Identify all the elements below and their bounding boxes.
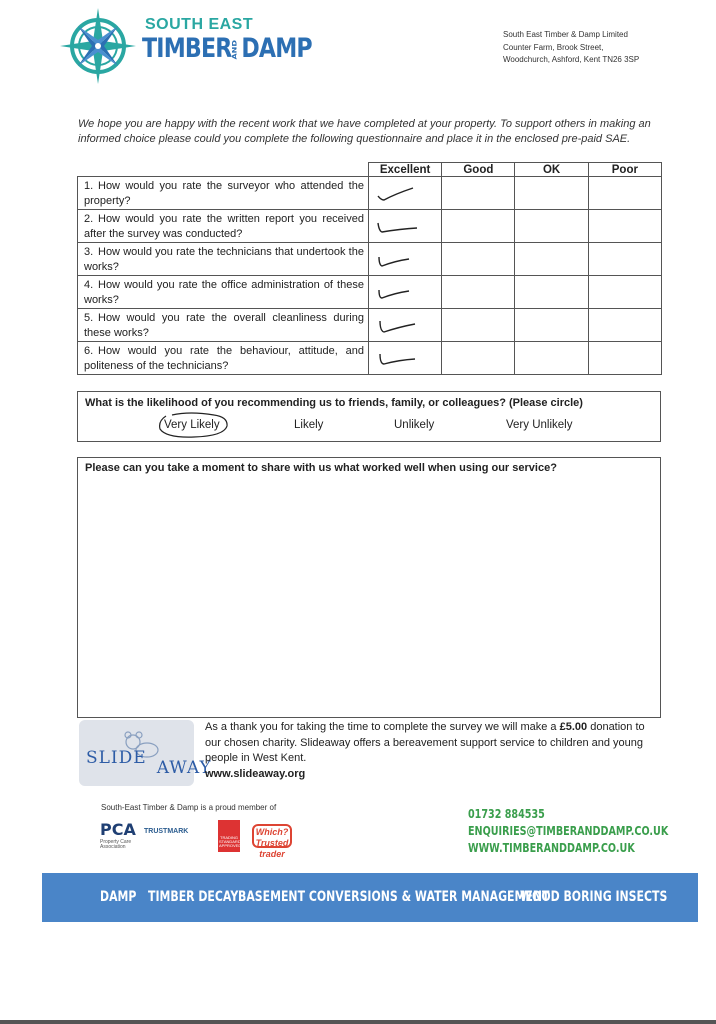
answer-cell-excellent[interactable] <box>368 309 441 342</box>
col-good: Good <box>442 163 515 177</box>
checkmark-icon <box>375 351 419 369</box>
question-cell: 2. How would you rate the written report you received after the survey was conducted? <box>78 210 369 243</box>
answer-cell-poor[interactable] <box>588 177 661 210</box>
answer-cell-good[interactable] <box>442 342 515 375</box>
likelihood-section <box>77 391 661 442</box>
company-address: South East Timber & Damp Limited Counter Farm, Brook Street, Woodchurch, Ashford, Kent TN26 3SP <box>503 30 640 64</box>
membership-label: South-East Timber & Damp is a proud member of <box>101 803 277 812</box>
service-damp: DAMP <box>100 889 137 905</box>
service-timber-decay: TIMBER DECAY <box>148 889 239 905</box>
phone-number[interactable]: 01732 884535 <box>468 807 545 821</box>
feedback-question: Please can you take a moment to share with us what worked well when using our service? <box>85 462 557 474</box>
table-row <box>78 177 662 210</box>
website-link[interactable]: WWW.TIMBERANDDAMP.CO.UK <box>468 841 635 855</box>
answer-cell-excellent[interactable] <box>368 210 441 243</box>
membership-badges <box>100 818 300 858</box>
contact-info <box>468 806 668 857</box>
checkmark-icon <box>375 252 419 270</box>
brand-tagline: SOUTH EAST <box>145 16 254 33</box>
answer-cell-good[interactable] <box>442 243 515 276</box>
answer-cell-excellent[interactable] <box>368 243 441 276</box>
answer-cell-ok[interactable] <box>515 276 588 309</box>
answer-cell-good[interactable] <box>442 309 515 342</box>
intro-text: We hope you are happy with the recent work that we have completed at your property. To support others in making an informed choice please could you complete the following questionnaire and place it in the enclosed pre-paid SAE. <box>78 118 651 145</box>
question-cell: 6. How would you rate the behaviour, attitude, and politeness of the technicians? <box>78 342 369 375</box>
answer-cell-excellent[interactable] <box>368 276 441 309</box>
answer-cell-good[interactable] <box>442 276 515 309</box>
answer-cell-excellent[interactable] <box>368 177 441 210</box>
answer-cell-poor[interactable] <box>588 210 661 243</box>
answer-cell-ok[interactable] <box>515 342 588 375</box>
col-poor: Poor <box>588 163 661 177</box>
charity-thanks-text: As a thank you for taking the time to complete the survey we will make a £5.00 donation to our chosen charity. Slideaway offers a bereavement support service to children and young people in West Kent. <box>205 721 645 764</box>
question-cell: 4. How would you rate the office administration of these works? <box>78 276 369 309</box>
question-header <box>78 163 369 177</box>
option-likely[interactable]: Likely <box>294 419 324 431</box>
checkmark-icon <box>375 186 419 204</box>
pca-subtitle: Property Care Association <box>100 839 132 850</box>
question-cell: 1. How would you rate the surveyor who attended the property? <box>78 177 369 210</box>
checkmark-icon <box>375 318 419 336</box>
table-row <box>78 342 662 375</box>
question-cell: 3. How would you rate the technicians that undertook the works? <box>78 243 369 276</box>
checkmark-icon <box>375 219 419 237</box>
service-basement: BASEMENT CONVERSIONS & WATER MANAGEMENT <box>238 889 550 905</box>
table-row <box>78 309 662 342</box>
answer-cell-ok[interactable] <box>515 210 588 243</box>
compass-logo-icon <box>58 6 138 86</box>
trading-standards-logo: TRADING STANDARDS APPROVED <box>218 820 240 852</box>
charity-website-link[interactable]: www.slideaway.org <box>205 768 306 780</box>
which-trusted-trader-logo: Which? Trusted trader <box>252 824 292 848</box>
answer-cell-poor[interactable] <box>588 276 661 309</box>
answer-cell-ok[interactable] <box>515 309 588 342</box>
answer-cell-poor[interactable] <box>588 243 661 276</box>
answer-cell-good[interactable] <box>442 210 515 243</box>
services-banner <box>42 873 698 922</box>
col-ok: OK <box>515 163 588 177</box>
option-very-likely[interactable]: Very Likely <box>164 419 220 431</box>
slideaway-wordmark: SLIDE AWAY <box>86 748 212 778</box>
option-very-unlikely[interactable]: Very Unlikely <box>506 419 573 431</box>
question-cell: 5. How would you rate the overall cleanliness during these works? <box>78 309 369 342</box>
likelihood-question: What is the likelihood of you recommending us to friends, family, or colleagues? (Please circle) <box>85 397 583 409</box>
brand-wordmark: TIMBERAND DAMP <box>142 33 312 64</box>
option-unlikely[interactable]: Unlikely <box>394 419 435 431</box>
feedback-box[interactable] <box>77 457 661 718</box>
service-wood-boring: WOOD BORING INSECTS <box>520 889 668 905</box>
answer-cell-ok[interactable] <box>515 243 588 276</box>
answer-cell-ok[interactable] <box>515 177 588 210</box>
rating-table <box>77 162 662 375</box>
answer-cell-poor[interactable] <box>588 309 661 342</box>
answer-cell-poor[interactable] <box>588 342 661 375</box>
table-row <box>78 243 662 276</box>
pca-logo: PCA <box>100 820 136 839</box>
table-row <box>78 276 662 309</box>
table-row <box>78 210 662 243</box>
checkmark-icon <box>375 285 419 303</box>
col-excellent: Excellent <box>368 163 441 177</box>
trustmark-logo: TRUSTMARK <box>144 828 189 835</box>
answer-cell-good[interactable] <box>442 177 515 210</box>
answer-cell-excellent[interactable] <box>368 342 441 375</box>
page-edge <box>0 1020 716 1024</box>
email-address[interactable]: ENQUIRIES@TIMBERANDDAMP.CO.UK <box>468 824 669 838</box>
